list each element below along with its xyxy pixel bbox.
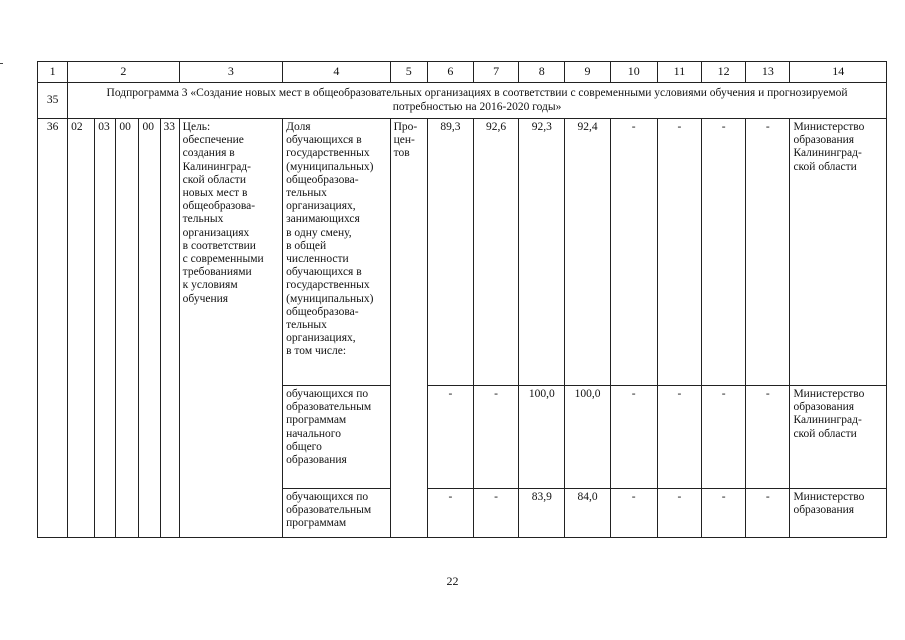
- header-row: [38, 62, 887, 83]
- header-cell: 1: [38, 62, 68, 83]
- value-cell: 92,3: [519, 119, 565, 386]
- page-number: 22: [446, 574, 459, 588]
- value-cell: -: [702, 489, 746, 538]
- code-cell: 02: [68, 119, 95, 538]
- unit-cell: Про- цен- тов: [390, 119, 427, 538]
- value-cell: -: [657, 489, 701, 538]
- value-cell: 89,3: [427, 119, 473, 386]
- header-cell: 4: [283, 62, 391, 83]
- header-cell: 7: [474, 62, 519, 83]
- value-cell: 92,6: [474, 119, 519, 386]
- subprogram-row: [38, 83, 887, 119]
- responsible-cell: Министерство образования Калинингpaд- ской области: [790, 386, 887, 489]
- header-cell: 2: [68, 62, 180, 83]
- code-cell: 33: [160, 119, 179, 538]
- header-cell: 13: [746, 62, 790, 83]
- value-cell: -: [657, 386, 701, 489]
- table-row: [38, 119, 887, 386]
- value-cell: -: [610, 386, 657, 489]
- responsible-cell: Министерство образования Калинингpaд- ской области: [790, 119, 887, 386]
- header-cell: 3: [179, 62, 282, 83]
- indicator-cell: обучающихся по образовательным программам начального общего образования: [283, 386, 391, 489]
- scan-mark: [0, 63, 3, 64]
- value-cell: 100,0: [565, 386, 610, 489]
- value-cell: -: [746, 489, 790, 538]
- value-cell: -: [702, 119, 746, 386]
- program-table: [37, 61, 887, 538]
- value-cell: -: [474, 489, 519, 538]
- value-cell: -: [610, 119, 657, 386]
- value-cell: 92,4: [565, 119, 610, 386]
- responsible-cell: Министерство образования: [790, 489, 887, 538]
- value-cell: -: [746, 386, 790, 489]
- code-cell: 00: [116, 119, 139, 538]
- row-number: 35: [38, 83, 68, 119]
- header-cell: 8: [519, 62, 565, 83]
- goal-cell: Цель: обеспечение создания в Калинингpaд- ской области новых мест в общеобразова- тельных организациях в соответствии с современными требованиями к условиям обучения: [179, 119, 282, 538]
- header-cell: 10: [610, 62, 657, 83]
- value-cell: -: [746, 119, 790, 386]
- header-cell: 9: [565, 62, 610, 83]
- indicator-cell: обучающихся по образовательным программам: [283, 489, 391, 538]
- value-cell: 83,9: [519, 489, 565, 538]
- code-cell: 03: [95, 119, 116, 538]
- code-cell: 00: [139, 119, 160, 538]
- value-cell: -: [427, 489, 473, 538]
- value-cell: 100,0: [519, 386, 565, 489]
- row-number: 36: [38, 119, 68, 538]
- value-cell: -: [610, 489, 657, 538]
- header-cell: 14: [790, 62, 887, 83]
- value-cell: -: [702, 386, 746, 489]
- value-cell: 84,0: [565, 489, 610, 538]
- subprogram-title: Подпрограмма 3 «Создание новых мест в общеобразовательных организациях в соответствии с современными условиями обучения и прогнозируемой потребностью на 2016-2020 годы»: [68, 83, 887, 119]
- value-cell: -: [474, 386, 519, 489]
- header-cell: 6: [427, 62, 473, 83]
- header-cell: 5: [390, 62, 427, 83]
- value-cell: -: [427, 386, 473, 489]
- header-cell: 12: [702, 62, 746, 83]
- header-cell: 11: [657, 62, 701, 83]
- indicator-cell: Доля обучающихся в государственных (муниципальных) общеобразова- тельных организациях, занимающихся в одну смену, в общей численности обучающихся в государственных (муниципальных) общеобразова- тельных организациях, в том числе:: [283, 119, 391, 386]
- value-cell: -: [657, 119, 701, 386]
